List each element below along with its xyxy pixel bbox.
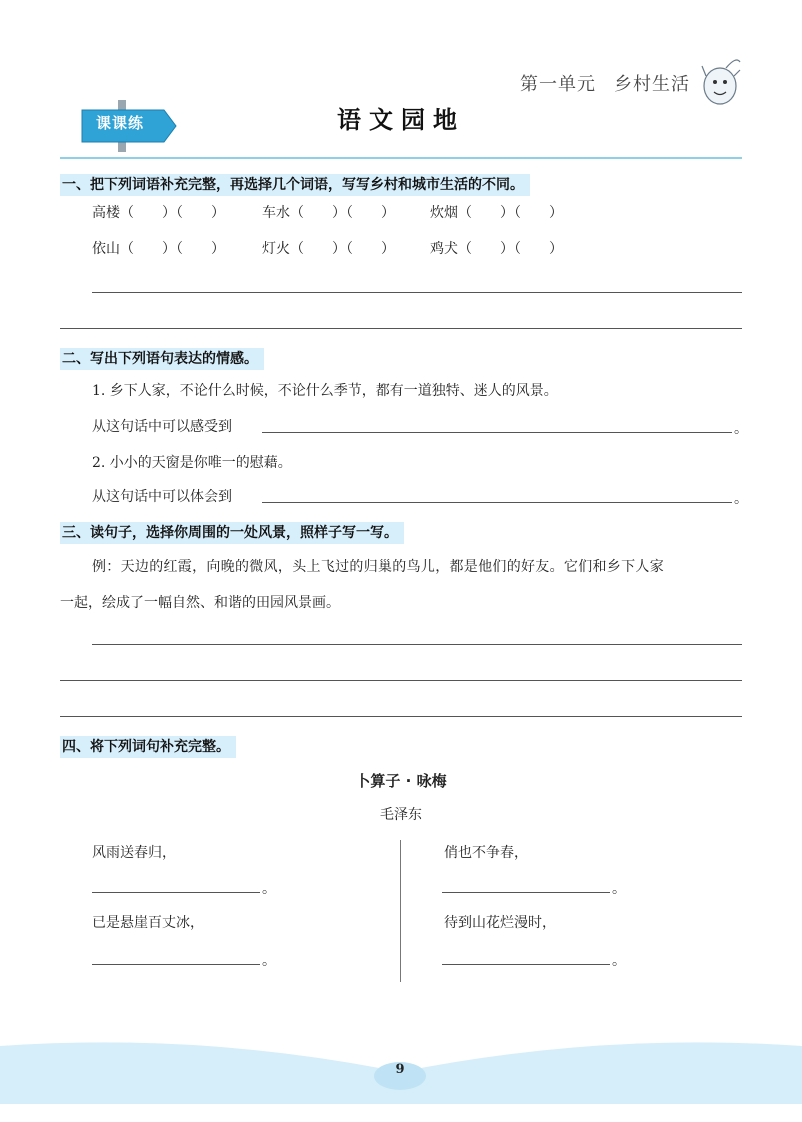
q3-example-line-2: 一起，绘成了一幅自然、和谐的田园风景画。 [60, 595, 340, 611]
q1-word-6: 鸡犬（ ）（ ） [430, 241, 563, 257]
page-title: 语文园地 [337, 105, 465, 134]
poem-author: 毛泽东 [380, 807, 422, 823]
q2-period-1: 。 [734, 421, 748, 437]
unit-theme: 乡村生活 [614, 74, 690, 95]
poem-line-right-2: 待到山花烂漫时， [444, 915, 556, 931]
poem-period-right-2: 。 [612, 953, 626, 969]
q1-word-4: 依山（ ）（ ） [92, 241, 225, 257]
q2-answer-line-1[interactable] [262, 432, 732, 433]
header-rule [60, 157, 742, 159]
q3-answer-line-2[interactable] [60, 680, 742, 681]
poem-period-right-1: 。 [612, 881, 626, 897]
question-3-heading: 三、读句子，选择你周围的一处风景，照样子写一写。 [60, 522, 404, 544]
poem-title: 卜算子 · 咏梅 [355, 772, 447, 790]
q1-word-3: 炊烟（ ）（ ） [430, 205, 563, 221]
q3-example-line-1: 例：天边的红霞，向晚的微风，头上飞过的归巢的鸟儿，都是他们的好友。它们和乡下人家 [92, 559, 664, 575]
q2-period-2: 。 [734, 491, 748, 507]
poem-period-left-2: 。 [262, 953, 276, 969]
q2-prompt-2: 从这句话中可以体会到 [92, 489, 232, 505]
badge-label: 课课练 [96, 114, 145, 132]
q1-word-1: 高楼（ ）（ ） [92, 205, 225, 221]
q2-sentence-2: 2. 小小的天窗是你唯一的慰藉。 [92, 455, 292, 471]
poem-column-divider [400, 840, 401, 982]
poem-blank-left-2[interactable] [92, 964, 260, 965]
question-2-heading: 二、写出下列语句表达的情感。 [60, 348, 264, 370]
poem-blank-right-2[interactable] [442, 964, 610, 965]
q1-word-5: 灯火（ ）（ ） [262, 241, 395, 257]
page-number: 9 [395, 1062, 405, 1077]
poem-line-left-1: 风雨送春归， [92, 845, 176, 861]
question-4-heading: 四、将下列词句补充完整。 [60, 736, 236, 758]
question-1-heading: 一、把下列词语补充完整，再选择几个词语，写写乡村和城市生活的不同。 [60, 174, 530, 196]
poem-line-left-2: 已是悬崖百丈冰， [92, 915, 204, 931]
poem-blank-right-1[interactable] [442, 892, 610, 893]
q2-sentence-1: 1. 乡下人家，不论什么时候，不论什么季节，都有一道独特、迷人的风景。 [92, 383, 558, 399]
poem-blank-left-1[interactable] [92, 892, 260, 893]
q1-answer-line-2[interactable] [60, 328, 742, 329]
poem-period-left-1: 。 [262, 881, 276, 897]
q2-answer-line-2[interactable] [262, 502, 732, 503]
q1-answer-line-1[interactable] [92, 292, 742, 293]
q3-answer-line-3[interactable] [60, 716, 742, 717]
q1-word-2: 车水（ ）（ ） [262, 205, 395, 221]
unit-heading [520, 70, 690, 96]
unit-label: 第一单元 [520, 74, 596, 95]
poem-line-right-1: 俏也不争春， [444, 845, 528, 861]
q2-prompt-1: 从这句话中可以感受到 [92, 419, 232, 435]
q3-answer-line-1[interactable] [92, 644, 742, 645]
